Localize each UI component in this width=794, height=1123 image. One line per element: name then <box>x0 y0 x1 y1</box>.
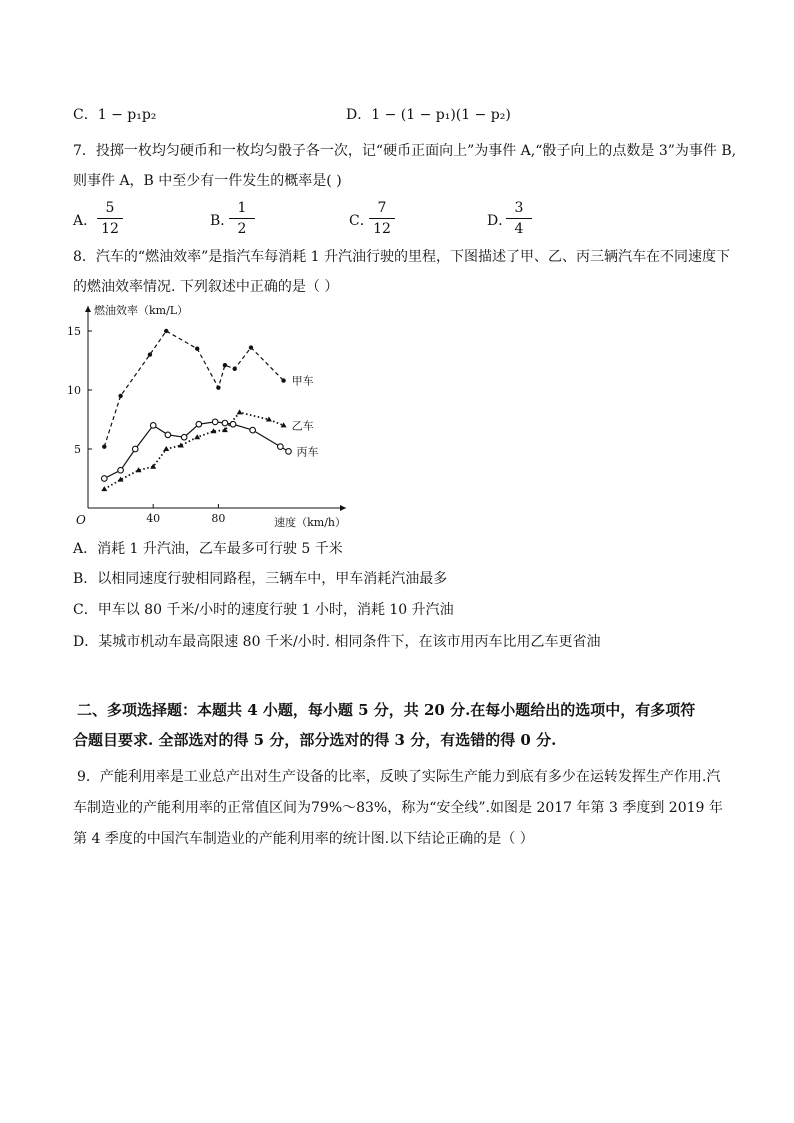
data-point <box>216 385 220 389</box>
data-point <box>237 409 243 414</box>
fraction-numerator: 1 <box>229 200 255 219</box>
data-point <box>163 446 169 451</box>
y-axis-label: 燃油效率（km/L） <box>94 304 189 317</box>
data-point <box>249 345 253 349</box>
data-point <box>230 421 236 427</box>
q9-stem-line3: 第 4 季度的中国汽车制造业的产能利用率的统计图.以下结论正确的是（ ） <box>73 831 534 847</box>
q7-option-d-fraction <box>506 200 532 237</box>
data-point <box>196 421 202 427</box>
data-point <box>118 467 124 473</box>
q8-option-b: B．以相同速度行驶相同路程，三辆车中，甲车消耗汽油最多 <box>73 571 448 587</box>
data-point <box>222 420 228 426</box>
data-point <box>278 444 284 450</box>
fraction-numerator: 7 <box>369 200 395 219</box>
data-point <box>181 434 187 440</box>
data-point <box>212 419 218 425</box>
q7-option-a-label: A． <box>73 213 98 229</box>
data-point <box>102 476 108 482</box>
q8-stem-line1: 8．汽车的“燃油效率”是指汽车每消耗 1 升汽油行驶的里程，下图描述了甲、乙、丙三辆汽车在不同速度下 <box>73 249 731 265</box>
q8-option-c: C．甲车以 80 千米/小时的速度行驶 1 小时，消耗 10 升汽油 <box>73 602 454 618</box>
y-tick-label: 5 <box>74 443 81 456</box>
series-line-2 <box>104 422 288 479</box>
data-point <box>165 432 171 438</box>
y-axis-arrow <box>85 306 91 312</box>
data-point <box>101 486 107 491</box>
data-point <box>194 434 200 439</box>
series-label: 甲车 <box>291 374 314 388</box>
data-point <box>250 427 256 433</box>
fraction-denominator: 12 <box>101 221 119 237</box>
x-tick-label: 40 <box>146 512 161 525</box>
q7-option-b-label: B． <box>210 213 235 229</box>
series-line-1 <box>104 412 283 489</box>
fraction-denominator: 12 <box>373 221 391 237</box>
x-axis-arrow <box>340 505 346 511</box>
fraction-denominator: 4 <box>514 221 524 237</box>
chart-origin-label: O <box>76 513 86 527</box>
q8-stem-line2: 的燃油效率情况. 下列叙述中正确的是（ ） <box>73 279 339 295</box>
q7-option-d-label: D． <box>487 213 513 229</box>
q8-option-a: A．消耗 1 升汽油，乙车最多可行驶 5 千米 <box>73 541 343 557</box>
fraction-numerator: 3 <box>506 200 532 219</box>
data-point <box>164 329 168 333</box>
data-point <box>223 363 227 367</box>
q7-option-c-fraction <box>369 200 395 237</box>
series-label: 丙车 <box>296 445 319 459</box>
q7-option-a-fraction <box>97 200 123 237</box>
data-point <box>286 449 292 455</box>
q9-stem-line2: 车制造业的产能利用率的正常值区间为79%～83%，称为“安全线”.如图是 2017 年第 3 季度到 2019 年 <box>73 800 723 816</box>
data-point <box>148 352 152 356</box>
q7-stem-line1: 7．投掷一枚均匀硬币和一枚均匀骰子各一次，记“硬币正面向上”为事件 A,“骰子向上的点数是 3”为事件 B, <box>73 143 737 159</box>
x-tick-label: 80 <box>211 512 226 525</box>
q6-option-d: D．1 − (1 − p₁)(1 − p₂) <box>346 107 511 123</box>
data-point <box>233 367 237 371</box>
data-point <box>118 394 122 398</box>
q7-stem-line2: 则事件 A，B 中至少有一件发生的概率是( ) <box>73 173 342 189</box>
series-label: 乙车 <box>291 419 314 433</box>
q7-option-b-fraction <box>229 200 255 237</box>
data-point <box>195 347 199 351</box>
q8-option-d: D．某城市机动车最高限速 80 千米/小时. 相同条件下，在该市用丙车比用乙车更省油 <box>73 634 601 650</box>
data-point <box>102 444 106 448</box>
fraction-numerator: 5 <box>97 200 123 219</box>
data-point <box>281 378 285 382</box>
data-point <box>150 423 156 429</box>
fraction-denominator: 2 <box>237 221 247 237</box>
y-tick-label: 10 <box>67 384 81 397</box>
section2-heading-line2: 合题目要求. 全部选对的得 5 分，部分选对的得 3 分，有选错的得 0 分. <box>73 731 557 749</box>
q9-stem-line1: 9．产能利用率是工业总产出对生产设备的比率，反映了实际生产能力到底有多少在运转发挥生产作用.汽 <box>77 769 721 785</box>
q7-option-c-label: C． <box>349 213 374 229</box>
y-tick-label: 15 <box>67 325 81 338</box>
data-point <box>132 446 138 452</box>
fuel-efficiency-chart <box>60 300 360 530</box>
q6-option-c: C．1 − p₁p₂ <box>73 107 157 123</box>
section2-heading-line1: 二、多项选择题：本题共 4 小题，每小题 5 分，共 20 分.在每小题给出的选项中，有多项符 <box>77 701 696 719</box>
x-axis-label: 速度（km/h） <box>274 516 346 529</box>
